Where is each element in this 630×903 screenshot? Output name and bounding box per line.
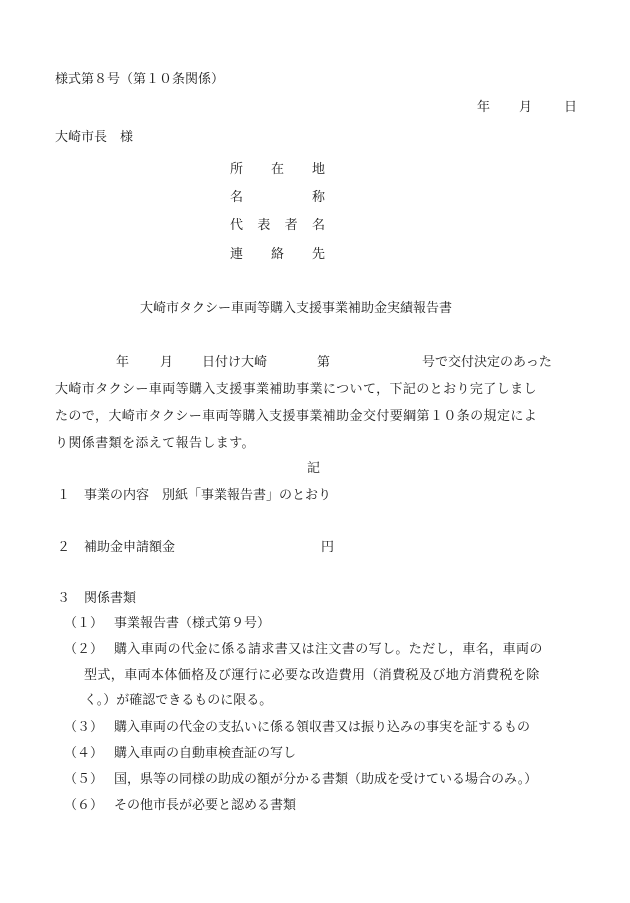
location-char-2: 在 bbox=[270, 162, 284, 177]
doc5-text: 国，県等の同様の助成の額が分かる書類（助成を受けている場合のみ。） bbox=[114, 772, 538, 787]
contact-char-3: 先 bbox=[311, 247, 325, 262]
representative-char-1: 代 bbox=[230, 218, 244, 233]
doc3-text: 購入車両の代金の支払いに係る領収書又は振り込みの事実を証するもの bbox=[114, 720, 531, 735]
intro-line-2: 大崎市タクシー車両等購入支援事業補助事業について，下記のとおり完了しまし bbox=[55, 382, 537, 397]
location-char-3: 地 bbox=[311, 162, 325, 177]
name-char-2: 称 bbox=[311, 190, 325, 205]
doc5-number: （５） bbox=[64, 772, 104, 787]
intro-line-3: たので，大崎市タクシー車両等購入支援事業補助金交付要綱第１０条の規定によ bbox=[55, 409, 538, 424]
document-title: 大崎市タクシー車両等購入支援事業補助金実績報告書 bbox=[140, 301, 453, 316]
representative-char-4: 名 bbox=[311, 218, 325, 233]
date-day-label: 日 bbox=[564, 100, 578, 115]
item2-label: 補助金申請額金 bbox=[84, 540, 176, 555]
location-char-1: 所 bbox=[230, 162, 244, 177]
contact-char-2: 絡 bbox=[270, 247, 284, 262]
name-char-1: 名 bbox=[230, 190, 244, 205]
date-month-label: 月 bbox=[519, 100, 533, 115]
representative-label bbox=[230, 214, 325, 233]
name-label bbox=[230, 186, 325, 205]
doc3-number: （３） bbox=[64, 720, 104, 735]
doc1-number: （１） bbox=[64, 616, 104, 631]
doc4-number: （４） bbox=[64, 746, 104, 761]
ref-tail-label: 号で交付決定のあった bbox=[422, 355, 552, 370]
ki-heading: 記 bbox=[307, 461, 321, 476]
representative-char-2: 表 bbox=[257, 218, 271, 233]
doc2-text: 購入車両の代金に係る請求書又は注文書の写し。ただし，車名，車両の bbox=[114, 642, 543, 657]
contact-label bbox=[230, 243, 325, 262]
doc1-text: 事業報告書（様式第９号） bbox=[114, 616, 271, 631]
doc2-text-cont1: 型式，車両本体価格及び運行に必要な改造費用（消費税及び地方消費税を除 bbox=[84, 668, 540, 683]
intro-line-4: り関係書類を添えて報告します。 bbox=[55, 436, 255, 451]
item2-unit: 円 bbox=[321, 540, 335, 555]
ref-month-label: 月 bbox=[160, 355, 174, 370]
doc4-text: 購入車両の自動車検査証の写し bbox=[114, 746, 297, 761]
item2-number: ２ bbox=[57, 540, 71, 555]
doc6-text: その他市長が必要と認める書類 bbox=[114, 798, 297, 813]
representative-char-3: 者 bbox=[284, 218, 298, 233]
date-year-label: 年 bbox=[477, 100, 491, 115]
doc6-number: （６） bbox=[64, 798, 104, 813]
ref-dai-label: 第 bbox=[317, 355, 331, 370]
item3-number: ３ bbox=[57, 591, 71, 606]
item1-text: 事業の内容 別紙「事業報告書」のとおり bbox=[84, 488, 332, 503]
ref-year-label: 年 bbox=[116, 355, 130, 370]
contact-char-1: 連 bbox=[230, 247, 244, 262]
ref-issued-label: 日付け大崎 bbox=[202, 355, 268, 370]
location-label bbox=[230, 158, 325, 177]
doc2-text-cont2: く。）が確認できるものに限る。 bbox=[84, 693, 273, 708]
item1-number: １ bbox=[57, 488, 71, 503]
item3-label: 関係書類 bbox=[84, 591, 137, 606]
form-number: 様式第８号（第１０条関係） bbox=[55, 72, 225, 87]
addressee: 大崎市長 様 bbox=[55, 130, 134, 145]
doc2-number: （２） bbox=[64, 642, 104, 657]
